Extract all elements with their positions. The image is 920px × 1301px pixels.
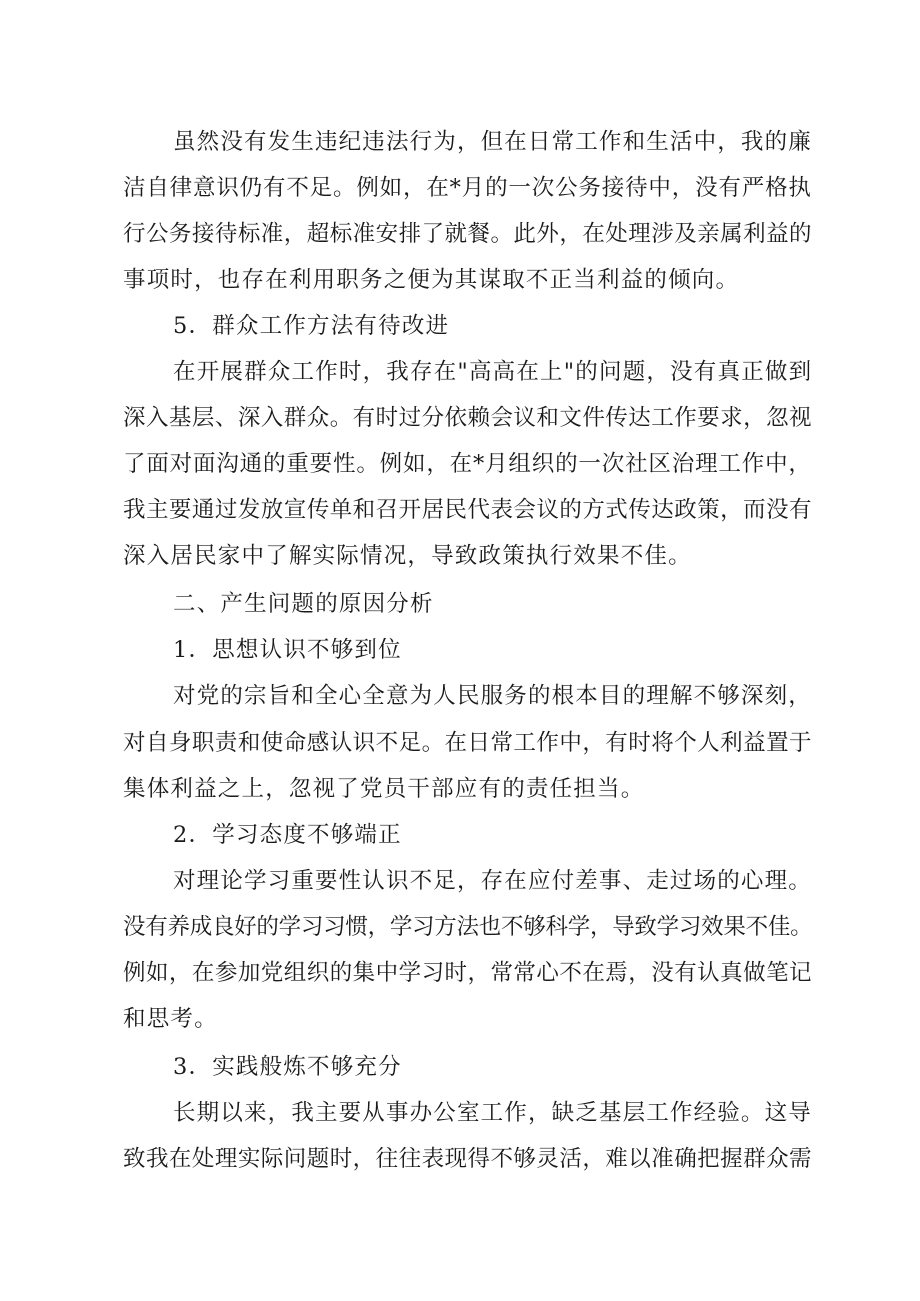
subheading-1: 1．思想认识不够到位	[173, 637, 402, 663]
paragraph-2-line-3: 了面对面沟通的重要性。例如，在*月组织的一次社区治理工作中，	[123, 451, 812, 477]
paragraph-3-line-2: 对自身职责和使命感认识不足。在日常工作中，有时将个人利益置于	[123, 730, 813, 756]
paragraph-2-line-4: 我主要通过发放宣传单和召开居民代表会议的方式传达政策，而没有	[123, 497, 813, 523]
paragraph-1-line-3: 行公务接待标准，超标准安排了就餐。此外，在处理涉及亲属利益的	[123, 221, 813, 247]
paragraph-3-line-3: 集体利益之上，忽视了党员干部应有的责任担当。	[123, 776, 645, 802]
paragraph-4-line-2: 没有养成良好的学习习惯，学习方法也不够科学，导致学习效果不佳。	[123, 914, 813, 940]
paragraph-4-line-3: 例如，在参加党组织的集中学习时，常常心不在焉，没有认真做笔记	[123, 960, 813, 986]
section-2-heading: 二、产生问题的原因分析	[173, 591, 434, 617]
subheading-3: 3．实践般炼不够充分	[173, 1054, 402, 1080]
subheading-5: 5．群众工作方法有待改进	[173, 313, 450, 339]
paragraph-4-line-1: 对理论学习重要性认识不足，存在应付差事、走过场的心理。	[173, 868, 812, 894]
paragraph-2-line-2: 深入基层、深入群众。有时过分依赖会议和文件传达工作要求，忽视	[123, 405, 813, 431]
paragraph-4-line-4: 和思考。	[123, 1006, 218, 1032]
paragraph-5-line-2: 致我在处理实际问题时，往往表现得不够灵活，难以准确把握群众需	[123, 1146, 813, 1172]
paragraph-1-line-1: 虽然没有发生违纪违法行为，但在日常工作和生活中，我的廉	[173, 129, 812, 155]
paragraph-2-line-5: 深入居民家中了解实际情况，导致政策执行效果不佳。	[123, 543, 692, 569]
paragraph-1-line-4: 事项时，也存在利用职务之便为其谋取不正当利益的倾向。	[123, 267, 740, 293]
paragraph-3-line-1: 对党的宗旨和全心全意为人民服务的根本目的理解不够深刻，	[173, 683, 812, 709]
paragraph-2-line-1: 在开展群众工作时，我存在"高高在上"的问题，没有真正做到	[173, 359, 813, 385]
subheading-2: 2．学习态度不够端正	[173, 822, 402, 848]
paragraph-5-line-1: 长期以来，我主要从事办公室工作，缺乏基层工作经验。这导	[173, 1100, 812, 1126]
paragraph-1-line-2: 洁自律意识仍有不足。例如，在*月的一次公务接待中，没有严格执	[123, 175, 812, 201]
